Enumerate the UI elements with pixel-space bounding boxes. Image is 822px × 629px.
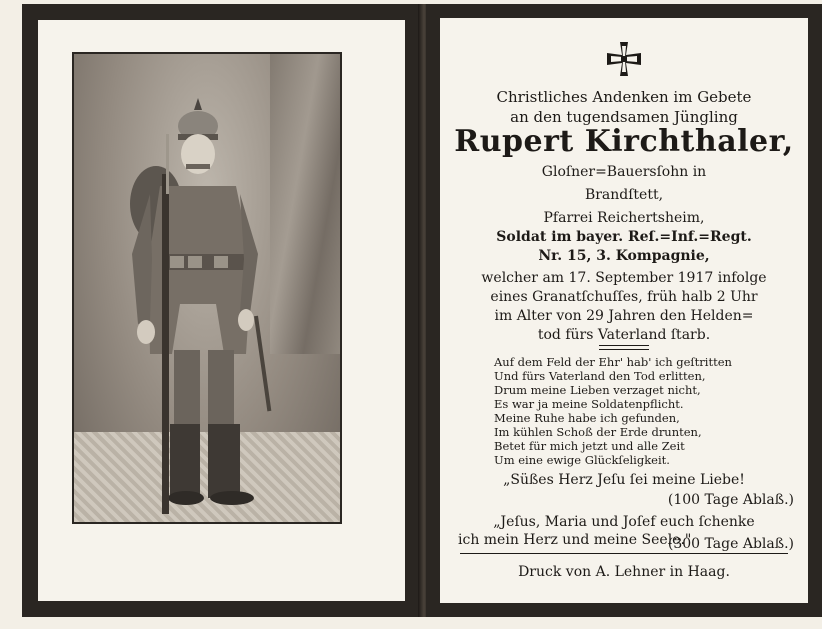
prayer-2-line-2: ich mein Herz und meine Seele." [458, 532, 692, 548]
poem-line: Im kühlen Schoß der Erde drunten, [494, 425, 702, 439]
photo-card [22, 4, 421, 617]
death-line-2: eines Granatſchuſſes, früh halb 2 Uhr [490, 289, 758, 305]
poem-line: Auf dem Feld der Ehr' hab' ich geſtritten [494, 355, 732, 369]
prayer-2-indulgence: (300 Tage Ablaß.) [667, 536, 794, 552]
poem-line: Und fürs Vaterland den Tod erlitten, [494, 369, 706, 383]
prayer-1-indulgence: (100 Tage Ablaß.) [667, 492, 794, 508]
poem-line: Um eine ewige Glückſeligkeit. [494, 453, 670, 467]
prayer-1: „Süßes Herz Jeſu ſei meine Liebe! [503, 472, 745, 488]
death-line-3: im Alter von 29 Jahren den Helden= [494, 308, 754, 324]
unit-line-2: Nr. 15, 3. Kompagnie, [538, 248, 710, 264]
soldier-figure [74, 54, 340, 522]
death-line-4: tod fürs Vaterland ſtarb. [537, 327, 711, 343]
ornament-divider [599, 345, 649, 350]
soldier-portrait [72, 52, 342, 524]
iron-cross-icon [605, 40, 643, 78]
memorial-text [440, 20, 808, 603]
parish-line: Pfarrei Reichertsheim, [543, 210, 705, 226]
poem-line: Drum meine Lieben verzaget nicht, [494, 383, 701, 397]
poem-line: Es war ja meine Soldatenpflicht. [494, 397, 684, 411]
prayer-2-line-1: „Jeſus, Maria und Joſef euch ſchenke [493, 514, 755, 530]
printer-line: Druck von A. Lehner in Haag. [518, 564, 730, 580]
poem-line: Meine Ruhe habe ich gefunden, [494, 411, 680, 425]
intro-line-2: an den tugendsamen Jüngling [510, 108, 738, 126]
deceased-name: Rupert Kirchthaler, [454, 124, 794, 159]
poem-line: Betet für mich jetzt und alle Zeit [494, 439, 685, 453]
unit-line-1: Soldat im bayer. Reſ.=Inf.=Regt. [496, 229, 752, 245]
footer-rule [460, 553, 788, 554]
origin-line-1: Gloſner=Bauersſohn in [541, 164, 707, 180]
death-line-1: welcher am 17. September 1917 infolge [481, 270, 767, 286]
origin-line-2: Brandſtett, [584, 187, 664, 203]
text-card [426, 4, 822, 617]
intro-line-1: Christliches Andenken im Gebete [496, 88, 752, 106]
